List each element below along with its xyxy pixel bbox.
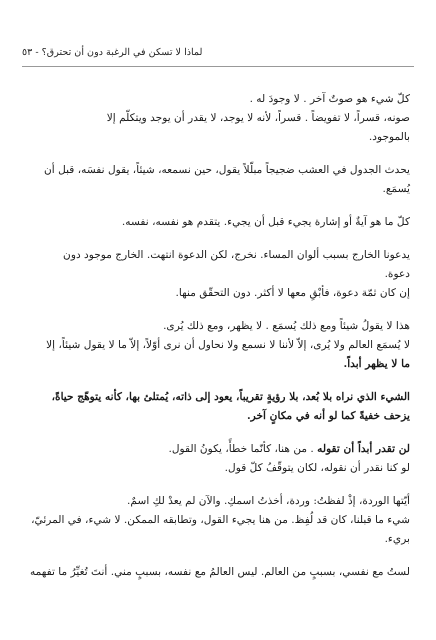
- text-line: يُسمَع.: [382, 183, 410, 195]
- text-line: شيء ما قبلنا، كان قد لُفِظ. من هنا يجيء القول، وتطابقه الممكن. لا شيء، في المرئيّ،: [31, 514, 410, 526]
- paragraph-9: [28, 563, 410, 582]
- text-line: صونه، قسراً، لا تفويضاً . قسراً، لأنه لا يوجد، لا يقدر أن يوجد ويتكلّم إلا: [106, 112, 410, 124]
- page-body: [28, 90, 410, 582]
- text-line: يزحف خفيةً كما لو أنه في مكانٍ آخر.: [246, 410, 410, 422]
- text-line: يدعونا الخارج بسبب ألوان المساء. نخرج، لكن الدعوة انتهت. الخارج موجود دون: [63, 249, 410, 261]
- paragraph-8: [28, 492, 410, 549]
- running-head: لماذا لا تسكن في الرغبة دون أن تحترق؟ - ٥٣: [22, 47, 203, 58]
- paragraph-3: [28, 213, 410, 232]
- text-line: لا يُسمَع العالم ولا يُرى، إلاّ لأننا لا نسمع ولا نحاول أن نرى أوّلاً، إلاّ ما لا يقول شيئاً، إلا: [46, 339, 410, 351]
- paragraph-2: [28, 161, 410, 199]
- text-line: لن تقدر أبداً أن تقوله . من هنا، كأنّما خطأً، يكونُ القول.: [168, 443, 410, 455]
- text-line: لستُ مع نفسي، بسببٍ من العالم. ليس العالمُ مع نفسه، بسببٍ مني. أنتَ تُغيِّرُ ما تفهمه: [29, 566, 410, 578]
- text-line: كلّ شيء هو صوتٌ آخر . لا وجودَ له .: [249, 93, 410, 105]
- text-line: بالموجود.: [368, 131, 410, 143]
- paragraph-5: [28, 317, 410, 374]
- text-line: يحدث الجدول في العشب ضجيجاً مبلّلاً يقول، حين نسمعه، شيئاً، يقول نفسَه، قبل أن: [43, 164, 410, 176]
- bold-phrase: لن تقدر أبداً أن تقوله: [317, 443, 410, 455]
- text-line: هذا لا يقولُ شيئاً ومع ذلك يُسمَع . لا يظهر، ومع ذلك يُرى.: [163, 320, 410, 332]
- text-line: دعوة.: [384, 268, 410, 280]
- text-line: أيّتها الوردة، إذْ لفظتُ: وردة، أخذتُ اسمكِ. والآن لم يعدْ لكِ اسمٌ.: [127, 495, 410, 507]
- text-line: ما لا يظهر أبداً.: [343, 358, 410, 370]
- text-line: كلّ ما هو آيةٌ أو إشارة يجيء قبل أن يجيء. يتقدم هو نفسه، نفسه.: [121, 216, 410, 228]
- text-line: بريء.: [384, 533, 410, 545]
- paragraph-1: [28, 90, 410, 147]
- paragraph-7: [28, 440, 410, 478]
- text-line: لو كنا نقدر أن نقوله، لكان يتوقّفُ كلّ قول.: [224, 462, 410, 474]
- text-line: الشيء الذي نراه بلا بُعد، بلا رؤيةٍ تقريباً، يعود إلى ذاته، يُمتلئ بها، كأنه يتوهّج حياةً،: [51, 391, 410, 403]
- header-rule: [22, 66, 414, 67]
- text-line: إن كان ثمّة دعوة، فأبْقِ معها لا أكثر. دون التحقّق منها.: [175, 287, 410, 299]
- paragraph-4: [28, 246, 410, 303]
- paragraph-6: [28, 388, 410, 426]
